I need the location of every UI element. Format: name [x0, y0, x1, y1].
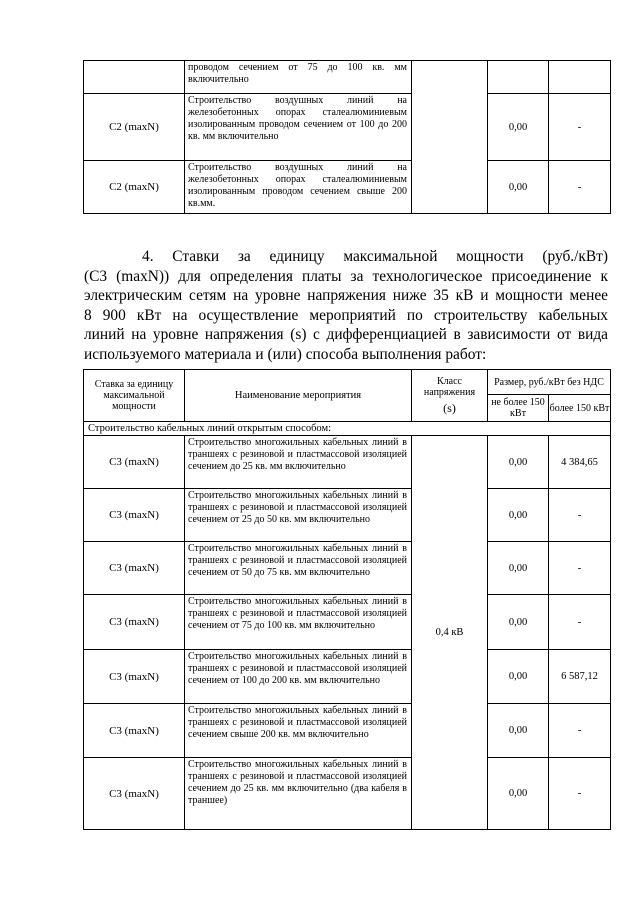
column-header-le150: не более 150 кВт — [488, 395, 549, 422]
table-row — [84, 161, 611, 214]
paragraph-line: линий на уровне напряжения (s) с дифференциацией в зависимости от вида — [84, 326, 608, 344]
rate-code-cell: С3 (maxN) — [84, 650, 185, 704]
rate-le150-cell — [488, 61, 549, 94]
table-row — [84, 94, 611, 161]
measure-description-cell: Строительство воздушных линий на железобетонных опорах сталеалюминиевым изолированным проводом сечением от 100 до 200 кв. мм включительно — [185, 94, 412, 161]
table-row — [84, 61, 611, 94]
table-row — [84, 436, 611, 489]
rate-gt150-cell: - — [549, 489, 611, 542]
paragraph-line: (С3 (maxN)) для определения платы за технологическое присоединение к — [84, 267, 608, 285]
rate-code-cell: С2 (maxN) — [84, 161, 185, 214]
rate-le150-cell: 0,00 — [488, 489, 549, 542]
rate-le150-cell: 0,00 — [488, 595, 549, 650]
table-row — [84, 758, 611, 830]
rate-code-cell: С3 (maxN) — [84, 758, 185, 830]
table-row — [84, 489, 611, 542]
rate-le150-cell: 0,00 — [488, 542, 549, 595]
rate-code-cell: С3 (maxN) — [84, 489, 185, 542]
rate-gt150-cell: - — [549, 595, 611, 650]
rate-gt150-cell: - — [549, 94, 611, 161]
rate-code-cell — [84, 61, 185, 94]
section-row — [84, 422, 611, 436]
voltage-class-symbol: (s) — [443, 401, 456, 415]
rate-le150-cell: 0,00 — [488, 94, 549, 161]
rate-gt150-cell: - — [549, 161, 611, 214]
rate-gt150-cell — [549, 61, 611, 94]
cable-rates-table — [83, 369, 611, 830]
table-row — [84, 542, 611, 595]
rate-le150-cell: 0,00 — [488, 436, 549, 489]
rate-le150-cell: 0,00 — [488, 758, 549, 830]
measure-description-cell: Строительство многожильных кабельных линий в траншеях с резиновой и пластмассовой изоляцией сечением от 25 до 50 кв. мм включительно — [185, 489, 412, 542]
measure-description-cell: Строительство многожильных кабельных линий в траншеях с резиновой и пластмассовой изоляцией сечением до 25 кв. мм включительно — [185, 436, 412, 489]
measure-description-cell: проводом сечением от 75 до 100 кв. мм включительно — [185, 61, 412, 94]
rate-gt150-cell: - — [549, 542, 611, 595]
rate-gt150-cell: - — [549, 758, 611, 830]
top-rates-table — [83, 60, 611, 214]
measure-description-cell: Строительство многожильных кабельных линий в траншеях с резиновой и пластмассовой изоляцией сечением свыше 200 кв. мм включительно — [185, 704, 412, 758]
measure-description-cell: Строительство многожильных кабельных линий в траншеях с резиновой и пластмассовой изоляцией сечением от 75 до 100 кв. мм включительно — [185, 595, 412, 650]
table-row — [84, 595, 611, 650]
voltage-class-cell: 0,4 кВ — [412, 436, 488, 830]
rate-gt150-cell: 4 384,65 — [549, 436, 611, 489]
paragraph-line: 8 900 кВт на осуществление мероприятий по строительству кабельных — [84, 306, 608, 324]
voltage-class-label: Класс напряжения — [423, 376, 476, 398]
rate-code-cell: С3 (maxN) — [84, 542, 185, 595]
column-header-voltage-class — [412, 370, 488, 422]
section-title: Строительство кабельных линий открытым способом: — [84, 422, 611, 436]
rate-code-cell: С3 (maxN) — [84, 704, 185, 758]
rate-le150-cell: 0,00 — [488, 704, 549, 758]
column-header-measure: Наименование мероприятия — [185, 370, 412, 422]
rate-code-cell: С3 (maxN) — [84, 436, 185, 489]
measure-description-cell: Строительство воздушных линий на железобетонных опорах сталеалюминиевым изолированным проводом сечением свыше 200 кв.мм. — [185, 161, 412, 214]
paragraph-line: электрическим сетям на уровне напряжения ниже 35 кВ и мощности менее — [84, 287, 608, 305]
rate-gt150-cell: - — [549, 704, 611, 758]
paragraph-line: используемого материала и (или) способа выполнения работ: — [84, 345, 487, 363]
measure-description-cell: Строительство многожильных кабельных линий в траншеях с резиновой и пластмассовой изоляцией сечением от 50 до 75 кв. мм включительно — [185, 542, 412, 595]
table-header-row — [84, 370, 611, 395]
paragraph-4 — [84, 247, 608, 365]
measure-description-cell: Строительство многожильных кабельных линий в траншеях с резиновой и пластмассовой изоляцией сечением от 100 до 200 кв. мм включительно — [185, 650, 412, 704]
table-row — [84, 704, 611, 758]
column-header-size: Размер, руб./кВт без НДС — [488, 370, 611, 395]
rate-code-cell: С2 (maxN) — [84, 94, 185, 161]
voltage-class-cell — [412, 61, 488, 214]
table-row — [84, 650, 611, 704]
measure-description-cell: Строительство многожильных кабельных линий в траншеях с резиновой и пластмассовой изоляцией сечением до 25 кв. мм включительно (два кабеля в траншее) — [185, 758, 412, 830]
column-header-rate: Ставка за единицу максимальной мощности — [84, 370, 185, 422]
column-header-gt150: более 150 кВт — [549, 395, 611, 422]
rate-code-cell: С3 (maxN) — [84, 595, 185, 650]
rate-le150-cell: 0,00 — [488, 650, 549, 704]
rate-gt150-cell: 6 587,12 — [549, 650, 611, 704]
rate-le150-cell: 0,00 — [488, 161, 549, 214]
paragraph-line: 4. Ставки за единицу максимальной мощности (руб./кВт) — [142, 248, 608, 265]
